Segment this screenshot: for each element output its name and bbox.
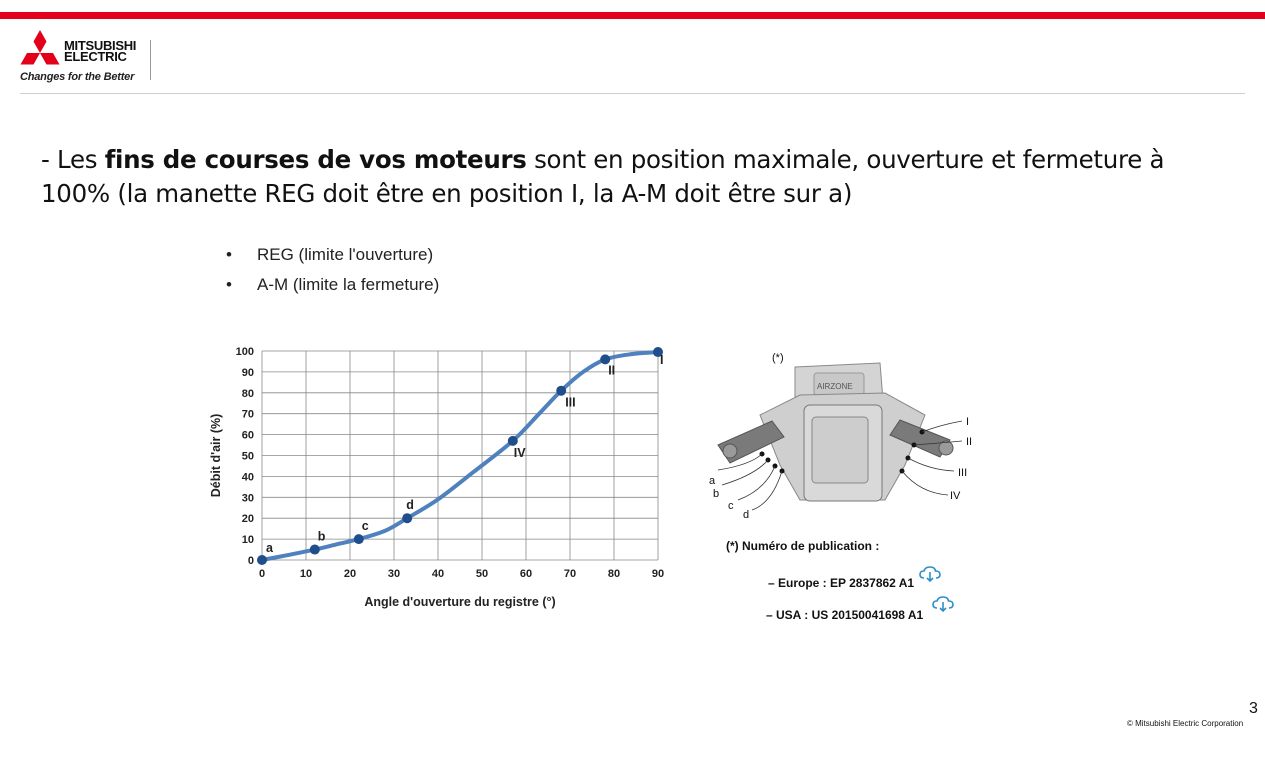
header-rule xyxy=(20,93,1245,94)
y-tick-label: 50 xyxy=(241,450,254,463)
x-tick-label: 40 xyxy=(431,568,445,580)
device-label-c: c xyxy=(728,500,734,512)
x-tick-label: 70 xyxy=(563,568,577,580)
x-tick-label: 20 xyxy=(343,568,357,580)
statement-bold: fins de courses de vos moteurs xyxy=(104,145,527,174)
three-diamonds-icon xyxy=(18,30,62,70)
point-d xyxy=(402,513,412,523)
logo-line-1: MITSUBISHI xyxy=(64,38,137,53)
y-axis-label: Débit d'air (%) xyxy=(209,413,223,498)
airflow-chart xyxy=(205,335,675,615)
publication-europe: – Europe : EP 2837862 A1 xyxy=(768,576,915,590)
device-label-b: b xyxy=(713,488,720,500)
mitsubishi-logo xyxy=(18,30,158,86)
x-tick-label: 90 xyxy=(651,568,665,580)
point-label-a: a xyxy=(266,541,273,555)
y-tick-label: 60 xyxy=(241,429,254,442)
x-tick-label: 80 xyxy=(607,568,621,580)
bullet-marker: • xyxy=(226,275,232,294)
leader-III xyxy=(908,458,954,471)
logo-tagline: Changes for the Better xyxy=(20,71,135,83)
top-red-bar xyxy=(0,12,1265,19)
leader-IV xyxy=(902,471,948,495)
cloud-download-icon[interactable] xyxy=(932,596,954,612)
bullet-text: REG (limite l'ouverture) xyxy=(257,245,434,264)
y-tick-label: 0 xyxy=(247,555,254,567)
logo-line-2: ELECTRIC xyxy=(64,49,127,64)
device-note: (*) xyxy=(772,352,784,364)
point-label-II: II xyxy=(608,363,616,378)
y-tick-label: 100 xyxy=(235,346,254,358)
point-b xyxy=(310,545,320,555)
bullet-text: A-M (limite la fermeture) xyxy=(257,275,440,294)
y-tick-label: 10 xyxy=(241,534,254,547)
device-label-a: a xyxy=(709,475,716,487)
point-a xyxy=(257,555,267,565)
damper-motor-diagram xyxy=(700,345,980,525)
copyright-notice: © Mitsubishi Electric Corporation xyxy=(1127,719,1244,728)
device-label-d: d xyxy=(743,509,750,521)
y-tick-label: 20 xyxy=(241,513,254,526)
device-label-II: II xyxy=(966,436,973,448)
main-statement xyxy=(41,143,1231,211)
y-tick-label: 90 xyxy=(241,366,254,379)
y-tick-label: 40 xyxy=(241,471,254,484)
y-tick-label: 70 xyxy=(241,408,254,421)
bullet-list xyxy=(226,243,439,303)
device-label-I: I xyxy=(966,416,970,428)
x-tick-label: 50 xyxy=(475,568,489,580)
device-brand: AIRZONE xyxy=(817,382,853,391)
x-tick-label: 60 xyxy=(519,568,533,580)
point-label-I: I xyxy=(660,353,664,368)
x-axis-label: Angle d'ouverture du registre (°) xyxy=(364,595,556,609)
publication-usa: – USA : US 20150041698 A1 xyxy=(766,608,924,622)
bullet-item-reg xyxy=(226,243,439,273)
point-III xyxy=(556,386,566,396)
point-IV xyxy=(508,436,518,446)
logo-separator xyxy=(150,40,151,80)
page-number: 3 xyxy=(1249,700,1258,717)
device-cover xyxy=(812,417,868,483)
y-tick-label: 80 xyxy=(241,387,254,400)
point-label-d: d xyxy=(406,498,414,513)
statement-rest: sont en position maximale, ouverture et fermeture à 100% (la manette REG doit être en position I, la A-M doit être sur a) xyxy=(41,145,1165,208)
x-tick-label: 10 xyxy=(299,568,313,580)
left-pivot xyxy=(723,444,737,458)
leader-I xyxy=(922,421,962,432)
x-tick-label: 30 xyxy=(387,568,401,580)
point-label-b: b xyxy=(317,529,326,544)
publication-title: (*) Numéro de publication : xyxy=(726,539,880,553)
cloud-download-icon[interactable] xyxy=(919,566,941,582)
device-label-IV: IV xyxy=(950,490,961,502)
statement-prefix: - Les xyxy=(41,145,105,174)
device-label-III: III xyxy=(958,467,968,479)
x-tick-label: 0 xyxy=(258,568,266,580)
point-label-III: III xyxy=(565,395,576,410)
point-c xyxy=(354,534,364,544)
leader-c xyxy=(738,466,775,500)
point-label-c: c xyxy=(361,519,369,534)
y-tick-label: 30 xyxy=(241,492,254,505)
point-label-IV: IV xyxy=(513,445,526,460)
bullet-item-am xyxy=(226,273,439,303)
bullet-marker: • xyxy=(226,245,232,264)
